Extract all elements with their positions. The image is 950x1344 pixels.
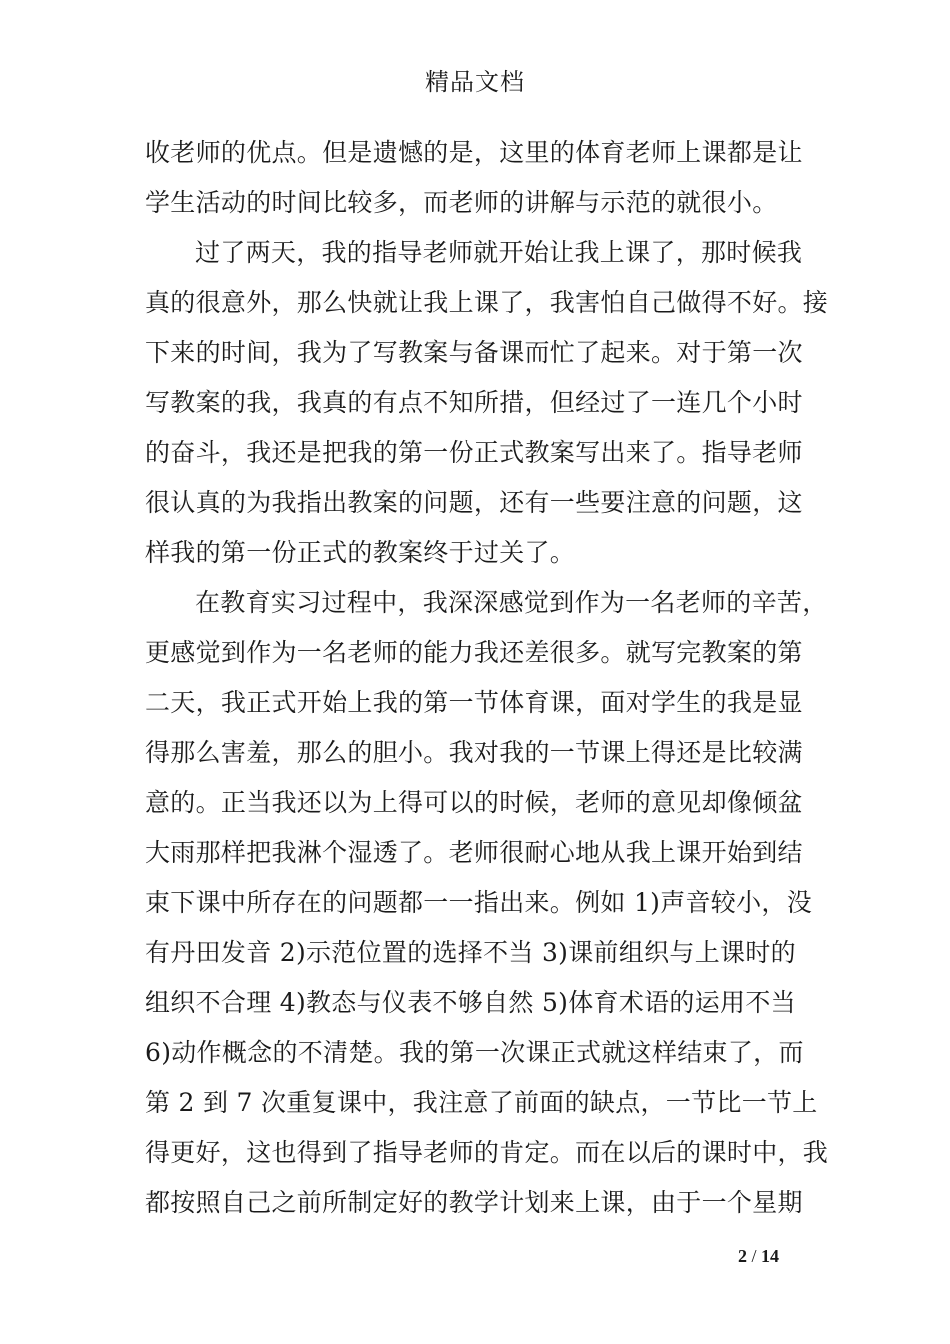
text-line: 有丹田发音 2)示范位置的选择不当 3)课前组织与上课时的 [145,938,796,967]
header-title: 精品文档 [425,68,525,96]
page-number [738,1244,779,1268]
text-line: 样我的第一份正式的教案终于过关了。 [145,538,576,567]
text-line: 学生活动的时间比较多，而老师的讲解与示范的就很小。 [145,188,778,217]
page-separator: / [751,1246,757,1266]
text-line: 收老师的优点。但是遗憾的是，这里的体育老师上课都是让 [145,138,803,167]
text-line: 得更好，这也得到了指导老师的肯定。而在以后的课时中，我 [145,1138,829,1167]
text-line: 二天，我正式开始上我的第一节体育课，面对学生的我是显 [145,688,803,717]
text-line: 得那么害羞，那么的胆小。我对我的一节课上得还是比较满 [145,738,803,767]
text-line: 意的。正当我还以为上得可以的时候，老师的意见却像倾盆 [145,788,803,817]
text-line: 第 2 到 7 次重复课中，我注意了前面的缺点，一节比一节上 [145,1088,818,1117]
text-line: 都按照自己之前所制定好的教学计划来上课，由于一个星期 [145,1188,803,1217]
text-line: 大雨那样把我淋个湿透了。老师很耐心地从我上课开始到结 [145,838,803,867]
text-line: 下来的时间，我为了写教案与备课而忙了起来。对于第一次 [145,338,803,367]
document-body [145,128,829,1228]
text-line: 更感觉到作为一名老师的能力我还差很多。就写完教案的第 [145,638,803,667]
page-current: 2 [738,1246,747,1266]
text-line: 束下课中所存在的问题都一一指出来。例如 1)声音较小，没 [145,888,813,917]
page-total: 14 [761,1246,780,1266]
text-line: 6)动作概念的不清楚。我的第一次课正式就这样结束了，而 [145,1038,804,1067]
text-line: 组织不合理 4)教态与仪表不够自然 5)体育术语的运用不当 [145,988,796,1017]
text-line: 的奋斗，我还是把我的第一份正式教案写出来了。指导老师 [145,438,803,467]
text-line: 真的很意外，那么快就让我上课了，我害怕自己做得不好。接 [145,288,829,317]
text-line: 过了两天，我的指导老师就开始让我上课了，那时候我 [195,238,803,267]
text-line: 写教案的我，我真的有点不知所措，但经过了一连几个小时 [145,388,803,417]
text-line: 在教育实习过程中，我深深感觉到作为一名老师的辛苦， [195,588,828,617]
page-header [0,64,950,100]
text-line: 很认真的为我指出教案的问题，还有一些要注意的问题，这 [145,488,803,517]
